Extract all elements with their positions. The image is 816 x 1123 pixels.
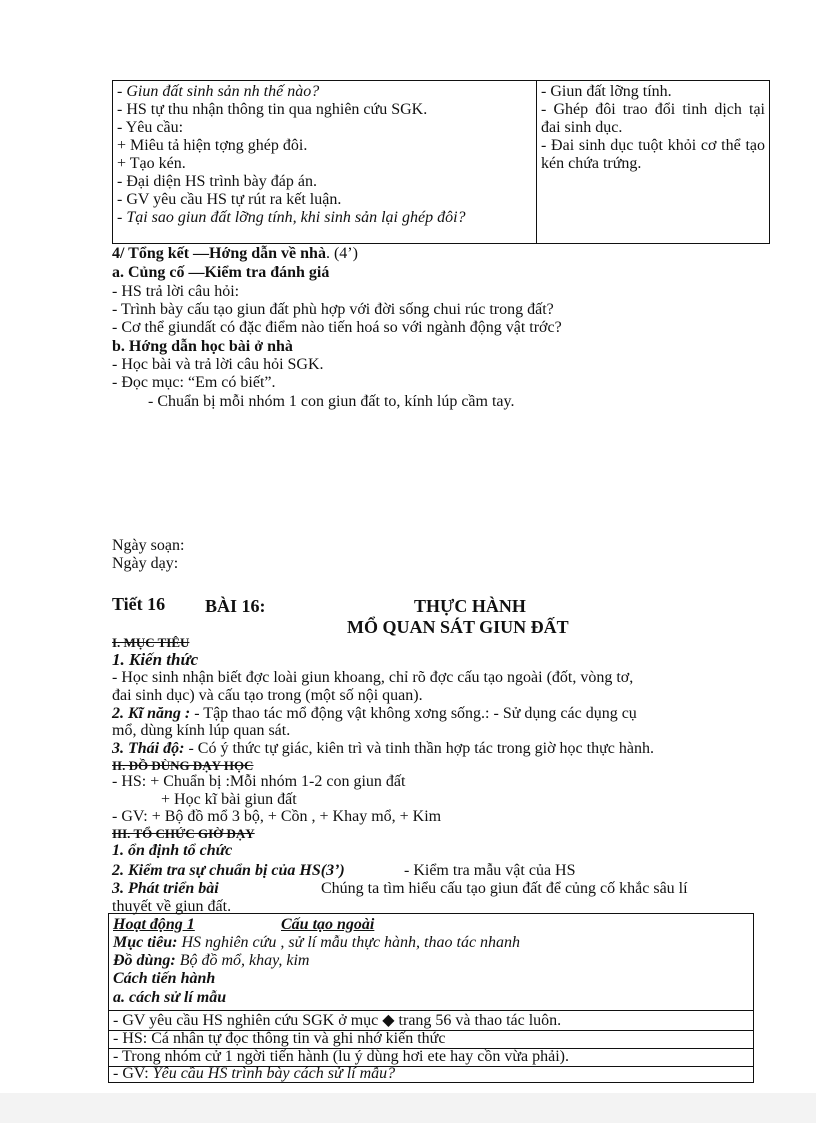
table-right-line: - Ghép đôi trao đổi tinh dịch tại đai sinh dục. xyxy=(541,101,765,136)
hoat-dong-label: Hoạt động 1 xyxy=(113,916,195,933)
phat-trien-line-2: thuyết về giun đất. xyxy=(112,898,232,915)
section-a-title: a. Củng cố —Kiểm tra đánh giá xyxy=(112,264,330,281)
phat-trien-text: Chúng ta tìm hiểu cấu tạo giun đất để củng cố khắc sâu lí xyxy=(321,880,688,897)
kien-thuc-line-1: - Học sinh nhận biết đợc loài giun khoang, chỉ rõ đợc cấu tạo ngoài (đốt, vòng tơ, xyxy=(112,669,634,686)
thai-do-title: 3. Thái độ: xyxy=(112,740,185,757)
kien-thuc-line-2: đai sinh dục) và cấu tạo trong (một số nội quan). xyxy=(112,687,423,704)
ki-nang-line-2: mổ, dùng kính lúp quan sát. xyxy=(112,722,291,739)
section-4-time: . (4’) xyxy=(325,245,358,262)
muc-tieu-row xyxy=(113,934,520,952)
do-dung-label: Đồ dùng: xyxy=(113,952,176,969)
section-b-line: - Đọc mục: “Em có biết”. xyxy=(112,374,276,391)
hoat-dong-heading xyxy=(113,916,195,934)
hoat-dong-title: Cấu tạo ngoài xyxy=(281,916,375,933)
table-right-cell xyxy=(536,80,770,244)
hoat-dong-gv: - GV: xyxy=(113,1065,153,1082)
table-left-line: - Giun đất sinh sản nh thế nào? xyxy=(117,83,320,100)
muc-tieu-heading: I. MỤC TIÊU xyxy=(112,635,190,650)
table-right-line: - Giun đất lỡng tính. xyxy=(541,83,672,100)
hoat-dong-line: - Trong nhóm cử 1 ngời tiến hành (lu ý dùng hơi ete hay cồn vừa phải). xyxy=(113,1048,569,1065)
hoat-dong-question: Yêu cầu HS trình bày cách sử lí mẫu? xyxy=(152,1065,396,1082)
cach-tien-hanh: Cách tiến hành xyxy=(113,970,216,987)
ngay-soan: Ngày soạn: xyxy=(112,537,185,554)
ki-nang-title: 2. Kĩ năng : xyxy=(112,705,191,722)
on-dinh-title: 1. ổn định tổ chức xyxy=(112,842,233,859)
table-left-line: + Tạo kén. xyxy=(117,155,186,172)
kiem-tra-text: - Kiểm tra mẫu vật của HS xyxy=(404,862,576,879)
do-dung-line-3: - GV: + Bộ đồ mổ 3 bộ, + Cồn , + Khay mổ, + Kim xyxy=(112,808,442,825)
ki-nang-text: - Tập thao tác mổ động vật không xơng sống.: - Sử dụng các dụng cụ xyxy=(190,705,637,722)
ki-nang-line-1 xyxy=(112,705,637,723)
table-right-line: - Đai sinh dục tuột khỏi cơ thể tạo kén chứa trứng. xyxy=(541,137,765,172)
table-left-line: - Tại sao giun đất lỡng tính, khi sinh sản lại ghép đôi? xyxy=(117,209,466,226)
lesson-bai: BÀI 16: xyxy=(205,596,266,616)
ngay-day: Ngày dạy: xyxy=(112,555,179,572)
section-a-line: - Trình bày cấu tạo giun đất phù hợp với đời sống chui rúc trong đất? xyxy=(112,301,554,318)
kiem-tra-title: 2. Kiểm tra sự chuẩn bị của HS(3’) xyxy=(112,862,345,879)
section-4-title-bold: 4/ Tổng kết —Hớng dẫn về nhà xyxy=(112,245,326,262)
do-dung-line-2: + Học kĩ bài giun đất xyxy=(161,791,297,808)
do-dung-row xyxy=(113,952,309,970)
section-b-title: b. Hớng dẫn học bài ở nhà xyxy=(112,338,293,355)
kien-thuc-title: 1. Kiến thức xyxy=(112,650,199,669)
section-a-line: - HS trả lời câu hỏi: xyxy=(112,283,240,300)
lesson-tiet: Tiết 16 xyxy=(112,594,166,614)
hoat-dong-box xyxy=(108,913,754,1083)
kiem-tra-line xyxy=(112,862,345,880)
table-left-line: - Yêu cầu: xyxy=(117,119,184,136)
muc-tieu-label: Mục tiêu: xyxy=(113,934,178,951)
lesson-title-2: MỔ QUAN SÁT GIUN ĐẤT xyxy=(347,617,569,637)
do-dung-text: Bộ đồ mổ, khay, kim xyxy=(175,952,310,969)
section-4-title xyxy=(112,245,358,263)
cach-su-li-mau: a. cách sử lí mẫu xyxy=(113,989,227,1006)
table-left-line: - HS tự thu nhận thông tin qua nghiên cứu SGK. xyxy=(117,101,428,118)
section-b-line: - Chuẩn bị mỗi nhóm 1 con giun đất to, kính lúp cầm tay. xyxy=(148,393,515,410)
hoat-dong-line xyxy=(113,1065,395,1083)
phat-trien-title: 3. Phát triển bài xyxy=(112,880,219,897)
do-dung-line-1: - HS: + Chuẩn bị :Mỗi nhóm 1-2 con giun đất xyxy=(112,773,406,790)
section-a-line: - Cơ thể giundất có đặc điểm nào tiến hoá so với ngành động vật trớc? xyxy=(112,319,562,336)
hoat-dong-line: - HS: Cá nhân tự đọc thông tin và ghi nhớ kiến thức xyxy=(113,1030,446,1047)
page-footer-strip xyxy=(0,1093,816,1123)
section-b-line: - Học bài và trả lời câu hỏi SGK. xyxy=(112,356,324,373)
to-chuc-heading: III. TỔ CHỨC GIỜ DẠY xyxy=(112,826,255,841)
muc-tieu-text: HS nghiên cứu , sử lí mẫu thực hành, thao tác nhanh xyxy=(177,934,521,951)
table-left-line: - GV yêu cầu HS tự rút ra kết luận. xyxy=(117,191,342,208)
table-left-cell xyxy=(112,80,537,244)
table-left-line: + Miêu tả hiện tợng ghép đôi. xyxy=(117,137,308,154)
hoat-dong-line: - GV yêu cầu HS nghiên cứu SGK ở mục ◆ trang 56 và thao tác luôn. xyxy=(113,1012,562,1029)
table-left-line: - Đại diện HS trình bày đáp án. xyxy=(117,173,317,190)
do-dung-heading: II. ĐỒ DÙNG DẠY HỌC xyxy=(112,758,254,773)
lesson-title-1: THỰC HÀNH xyxy=(414,596,526,616)
thai-do-text: - Có ý thức tự giác, kiên trì và tinh thần hợp tác trong giờ học thực hành. xyxy=(184,740,654,757)
thai-do-line xyxy=(112,740,654,758)
